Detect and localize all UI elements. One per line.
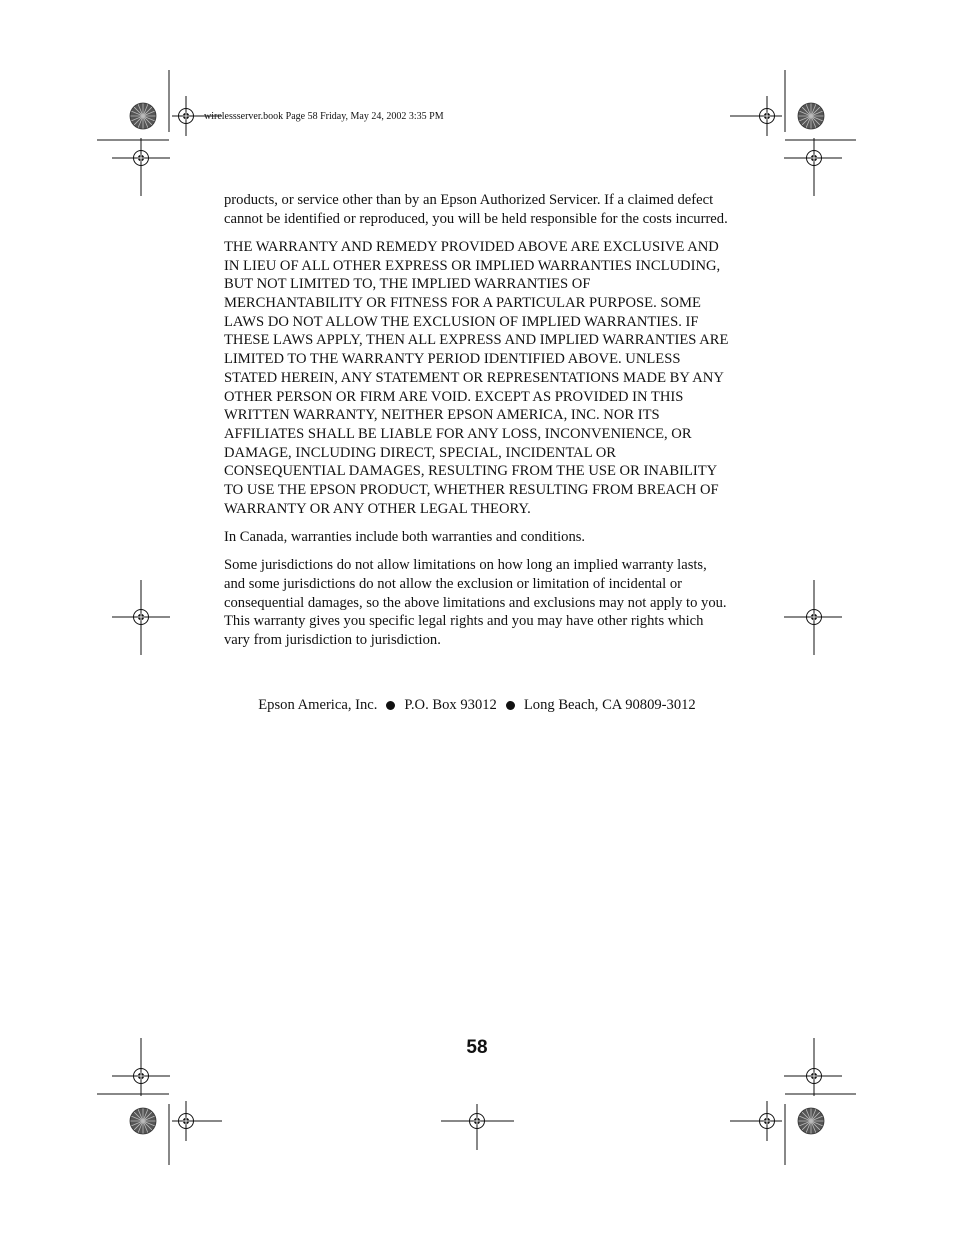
warranty-body (224, 191, 730, 659)
paragraph-canada: In Canada, warranties include both warranties and conditions. (224, 528, 586, 545)
paragraph-jurisdictions: Some jurisdictions do not allow limitations on how long an implied warranty lasts, and some jurisdictions do not allow the exclusion or limitation of incidental or consequential damages, so the above limitations and exclusions may not apply to you. This warranty gives you specific legal rights and you may have other rights which vary from jurisdiction to jurisdiction. (224, 557, 727, 648)
paragraph-defect: products, or service other than by an Epson Authorized Servicer. If a claimed defect cannot be identified or reproduced, you will be held responsible for the costs incurred. (224, 192, 728, 227)
bullet-icon (506, 701, 515, 710)
po-box: P.O. Box 93012 (404, 697, 497, 713)
color-starburst-icon (130, 103, 156, 129)
paragraph-disclaimer: THE WARRANTY AND REMEDY PROVIDED ABOVE ARE EXCLUSIVE AND IN LIEU OF ALL OTHER EXPRESS OR IMPLIED WARRANTIES INCLUDING, BUT NOT LIMITED TO, THE IMPLIED WARRANTIES OF MERCHANTABILITY OR FITNESS FOR A PARTICULAR PURPOSE. SOME LAWS DO NOT ALLOW THE EXCLUSION OF IMPLIED WARRANTIES. IF THESE LAWS APPLY, THEN ALL EXPRESS AND IMPLIED WARRANTIES ARE LIMITED TO THE WARRANTY PERIOD IDENTIFIED ABOVE. UNLESS STATED HEREIN, ANY STATEMENT OR REPRESENTATIONS MADE BY ANY OTHER PERSON OR FIRM ARE VOID. EXCEPT AS PROVIDED IN THIS WRITTEN WARRANTY, NEITHER EPSON AMERICA, INC. NOR ITS AFFILIATES SHALL BE LIABLE FOR ANY LOSS, INCONVENIENCE, OR DAMAGE, INCLUDING DIRECT, SPECIAL, INCIDENTAL OR CONSEQUENTIAL DAMAGES, RESULTING FROM THE USE OR INABILITY TO USE THE EPSON PRODUCT, WHETHER RESULTING FROM BREACH OF WARRANTY OR ANY OTHER LEGAL THEORY. (224, 238, 729, 517)
color-starburst-icon (798, 103, 824, 129)
color-starburst-icon (798, 1108, 824, 1134)
color-starburst-icon (130, 1108, 156, 1134)
print-slug: wirelessserver.book Page 58 Friday, May 24, 2002 3:35 PM (204, 111, 444, 122)
page-number: 58 (466, 1037, 488, 1058)
city-state-zip: Long Beach, CA 90809-3012 (523, 697, 696, 713)
company-address (224, 696, 730, 715)
bullet-icon (386, 701, 395, 710)
company-name: Epson America, Inc. (258, 697, 378, 713)
